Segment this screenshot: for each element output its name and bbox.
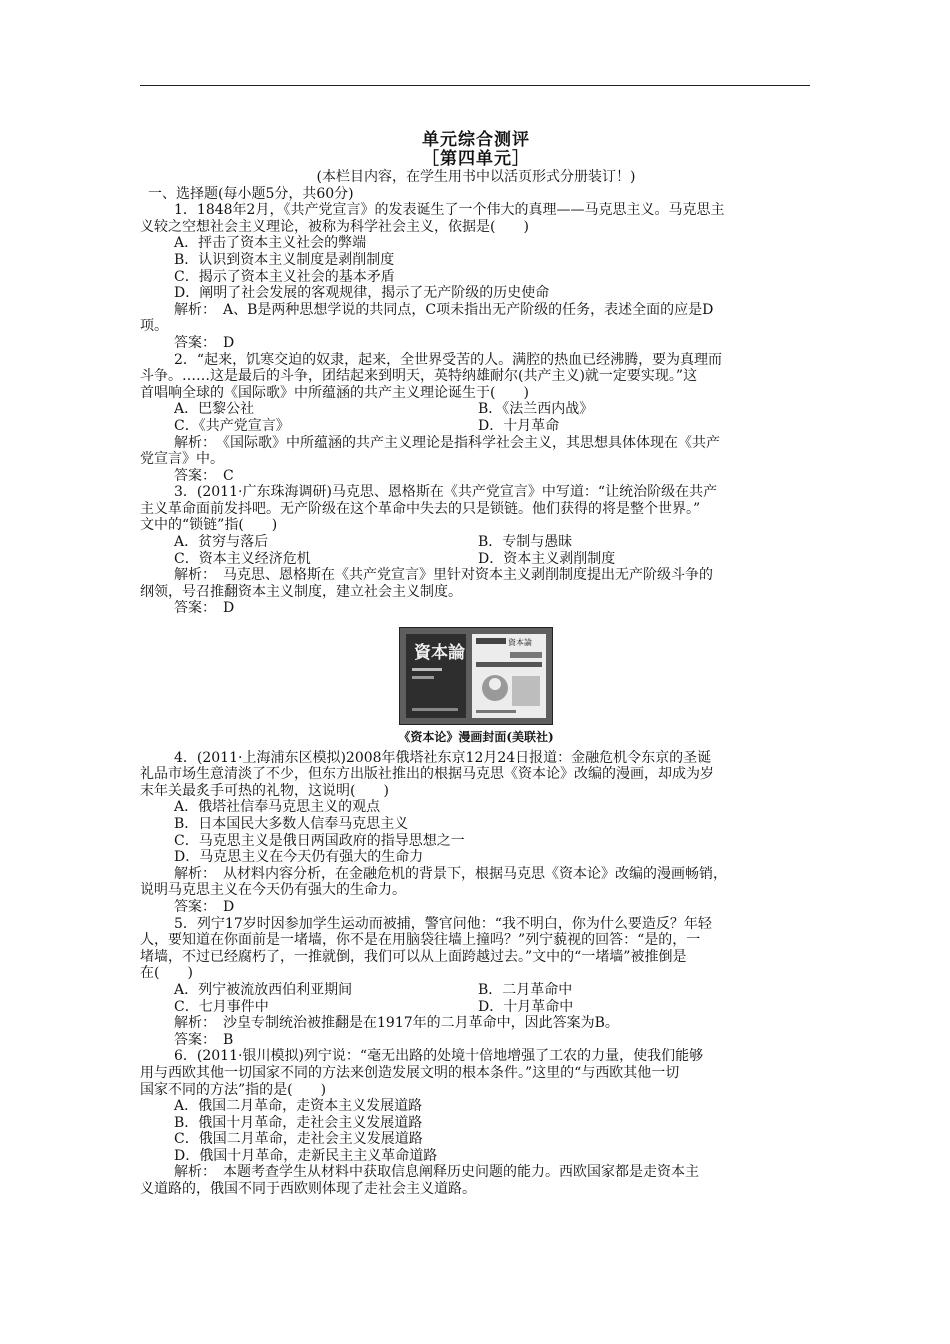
question-stem: 用与西欧其他一切国家不同的方法来创造发展文明的根本条件。”这里的“与西欧其他一切: [140, 1064, 680, 1081]
option: A．俄塔社信奉马克思主义的观点: [174, 799, 381, 816]
option: C．俄国二月革命，走社会主义发展道路: [174, 1131, 423, 1148]
option: C．马克思主义是俄日两国政府的指导思想之一: [174, 832, 465, 849]
answer: 答案： D: [174, 898, 235, 915]
option: B．认识到资本主义制度是剥削制度: [174, 251, 395, 268]
question-stem: 3．(2011·广东珠海调研)马克思、恩格斯在《共产党宣言》中写道：“让统治阶级在共产: [174, 484, 718, 501]
analysis: 解析： A、B是两种思想学说的共同点，C项未指出无产阶级的任务，表述全面的应是D: [174, 301, 714, 318]
option: C．七月事件中: [174, 998, 269, 1015]
option-row: [140, 401, 812, 418]
analysis: 纲领，号召推翻资本主义制度，建立社会主义制度。: [140, 583, 462, 600]
option-row: [140, 418, 812, 435]
cover-title-left: 資本論: [414, 643, 465, 664]
option: B．日本国民大多数人信奉马克思主义: [174, 816, 409, 832]
option: A．巴黎公社: [174, 401, 255, 418]
question-stem: 在( ): [140, 965, 193, 982]
question-stem: 斗争。……这是最后的斗争，团结起来到明天，英特纳雄耐尔(共产主义)就一定要实现。”这: [140, 368, 698, 385]
analysis: 解析： 沙皇专制统治被推翻是在1917年的二月革命中，因此答案为B。: [174, 1015, 619, 1032]
cover-illustration-icon: [400, 628, 552, 724]
manga-cover-image: [399, 627, 553, 725]
question-stem: 末年关最炙手可热的礼物，这说明( ): [140, 782, 389, 799]
option-row: [140, 999, 812, 1016]
option: D．资本主义剥削制度: [478, 550, 616, 567]
page-title: 单元综合测评: [422, 130, 530, 150]
question-stem: 6．(2011·银川模拟)列宁说：“毫无出路的处境十倍地增强了工农的力量，使我们能够: [174, 1048, 704, 1065]
question-2: [140, 352, 812, 485]
option: A．抨击了资本主义社会的弊端: [174, 235, 367, 252]
option: C．《共产党宣言》: [174, 417, 290, 434]
question-stem: 主义革命面前发抖吧。无产阶级在这个革命中失去的只是锁链。他们获得的将是整个世界。”: [140, 500, 701, 517]
option: D．十月革命: [478, 417, 560, 434]
section-heading: 一、选择题(每小题5分，共60分): [148, 185, 354, 202]
question-5: [140, 916, 812, 1049]
answer: 答案： D: [174, 334, 235, 351]
option: A．俄国二月革命，走资本主义发展道路: [174, 1098, 423, 1115]
question-stem: 礼品市场生意清淡了不少，但东方出版社推出的根据马克思《资本论》改编的漫画，却成为岁: [140, 766, 714, 783]
question-stem: 国家不同的方法”指的是( ): [140, 1081, 327, 1098]
question-3: [140, 484, 812, 617]
question-stem: 4．(2011·上海浦东区模拟)2008年俄塔社东京12月24日报道：金融危机令东京的圣诞: [174, 749, 712, 766]
option: A．列宁被流放西伯利亚期间: [174, 981, 353, 998]
question-stem: 5．列宁17岁时因参加学生运动而被捕，警官问他：“我不明白，你为什么要造反？年轻: [174, 915, 712, 932]
question-stem: 义较之空想社会主义理论，被称为科学社会主义，依据是( ): [140, 218, 529, 235]
option: D．阐明了社会发展的客观规律，揭示了无产阶级的历史使命: [174, 285, 550, 302]
option: C．资本主义经济危机: [174, 550, 311, 567]
option-row: [140, 534, 812, 551]
option-row: [140, 551, 812, 568]
analysis: 义道路的，俄国不同于西欧则体现了走社会主义道路。: [140, 1181, 476, 1198]
question-stem: 2．“起来，饥寒交迫的奴隶，起来，全世界受苦的人。满腔的热血已经沸腾，要为真理而: [174, 351, 723, 368]
answer: 答案： B: [174, 1031, 234, 1048]
binding-note: (本栏目内容，在学生用书中以活页形式分册装订！): [316, 169, 636, 185]
option: D．俄国十月革命，走新民主主义革命道路: [174, 1147, 438, 1164]
question-1: [140, 202, 812, 351]
option: B．《法兰西内战》: [478, 401, 594, 418]
figure-caption: 《资本论》漫画封面(美联社): [398, 730, 554, 745]
page-subtitle: ［第四单元］: [422, 149, 530, 169]
analysis: 解析： 马克思、恩格斯在《共产党宣言》里针对资本主义剥削制度提出无产阶级斗争的: [174, 567, 713, 584]
question-stem: 人，要知道在你面前是一堵墙，你不是在用脑袋往墙上撞吗？”列宁藐视的回答：“是的，一: [140, 932, 701, 949]
analysis: 党宣言》中。: [140, 451, 224, 468]
answer: 答案： D: [174, 600, 235, 617]
cover-title-right: 資本論: [508, 638, 532, 648]
option-row: [140, 982, 812, 999]
option: A．贫穷与落后: [174, 534, 269, 551]
option: C．揭示了资本主义社会的基本矛盾: [174, 268, 395, 285]
document-body: [140, 131, 812, 1198]
answer: 答案： C: [174, 467, 234, 484]
header-rule: [140, 85, 810, 86]
option: B．俄国十月革命，走社会主义发展道路: [174, 1114, 423, 1131]
question-6: [140, 1048, 812, 1197]
question-stem: 首唱响全球的《国际歌》中所蕴涵的共产主义理论诞生于( ): [140, 384, 529, 401]
analysis: 解析： 本题考查学生从材料中获取信息阐释历史问题的能力。西欧国家都是走资本主: [174, 1164, 699, 1181]
analysis: 说明马克思主义在今天仍有强大的生命力。: [140, 882, 406, 899]
question-stem: 堵墙，不过已经腐朽了，一推就倒，我们可以从上面跨越过去。”文中的“一堵墙”被推倒是: [140, 948, 687, 965]
analysis: 解析： 从材料内容分析，在金融危机的背景下，根据马克思《资本论》改编的漫画畅销，: [174, 865, 727, 882]
option: D．十月革命中: [478, 998, 574, 1015]
question-stem: 文中的“锁链”指( ): [140, 517, 278, 534]
figure: [140, 627, 812, 746]
question-stem: 1．1848年2月，《共产党宣言》的发表诞生了一个伟大的真理——马克思主义。马克思主: [174, 202, 725, 219]
analysis: 项。: [140, 318, 168, 335]
analysis: 解析： 《国际歌》中所蕴涵的共产主义理论是指科学社会主义，其思想具体体现在《共产: [174, 434, 720, 451]
option: D．马克思主义在今天仍有强大的生命力: [174, 849, 424, 866]
option: B．二月革命中: [478, 981, 573, 998]
option: B．专制与愚昧: [478, 534, 573, 551]
question-4: [140, 750, 812, 916]
